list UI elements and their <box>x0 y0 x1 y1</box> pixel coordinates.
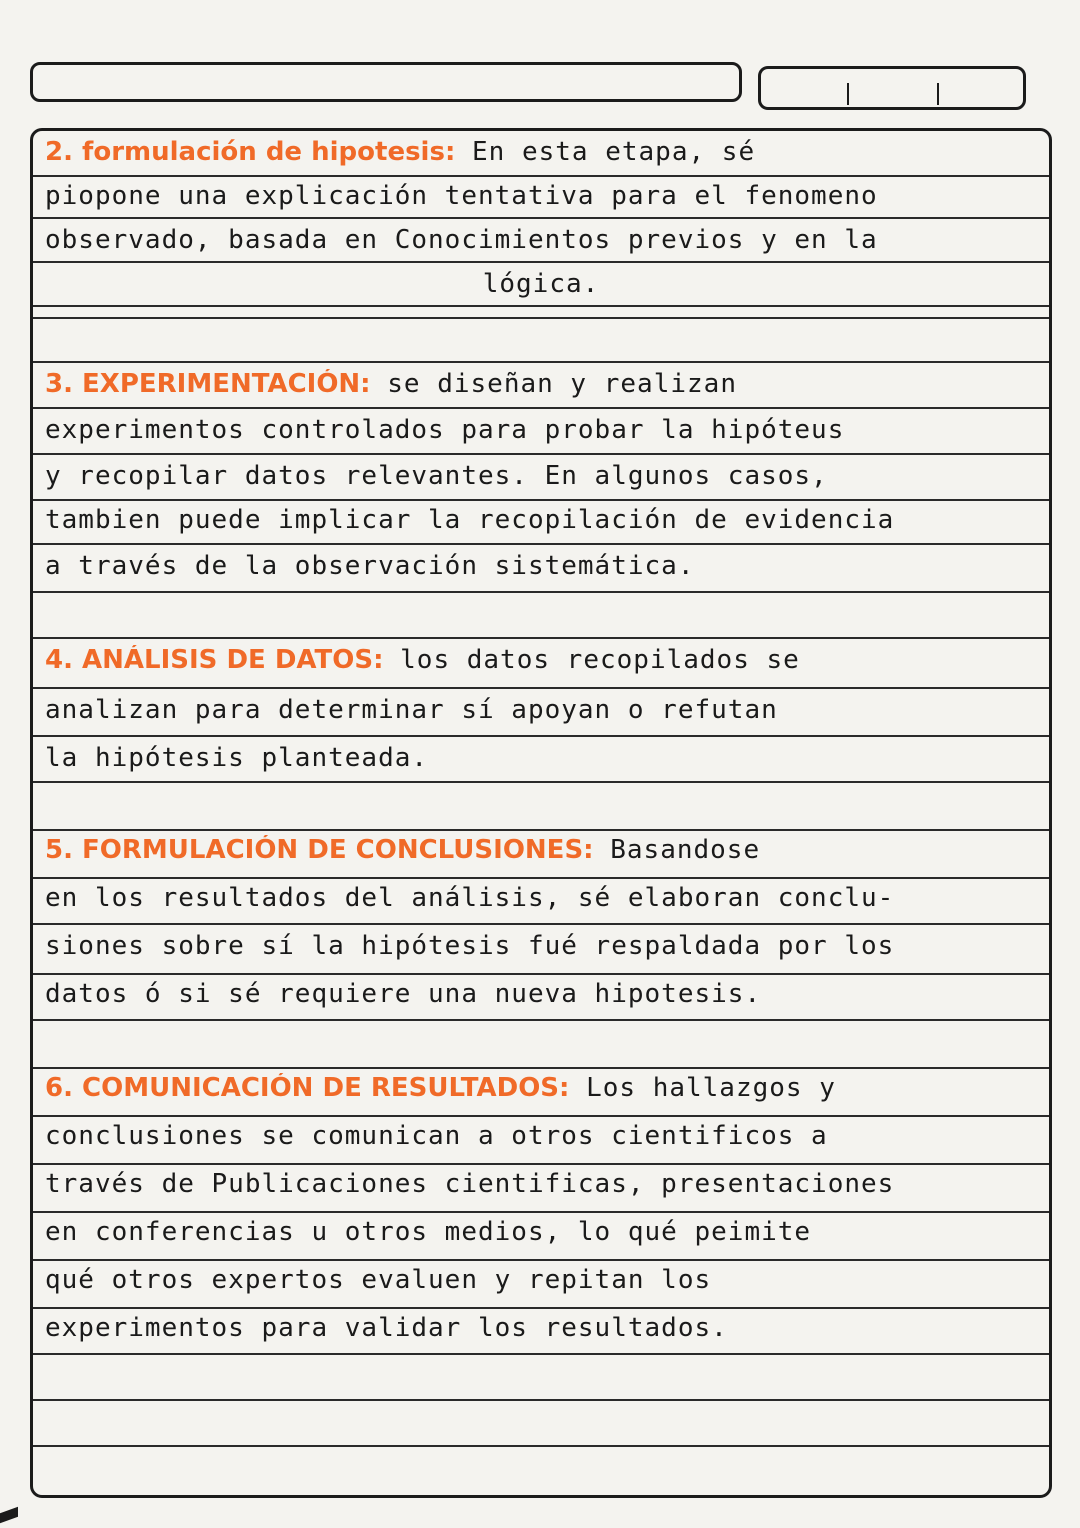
section-6-line-1 <box>45 1073 1041 1103</box>
ruled-line <box>33 453 1049 455</box>
ruled-line <box>33 407 1049 409</box>
section-4-line-3: la hipótesis planteada. <box>45 743 429 773</box>
ruled-line <box>33 1211 1049 1213</box>
ruled-line <box>33 1445 1049 1447</box>
section-5-line-4: datos ó si sé requiere una nueva hipotesis. <box>45 979 762 1009</box>
ruled-line <box>33 261 1049 263</box>
ruled-line <box>33 317 1049 319</box>
ruled-line <box>33 499 1049 501</box>
date-divider <box>937 83 939 105</box>
ruled-line <box>33 1399 1049 1401</box>
page-corner-mark <box>0 1507 18 1524</box>
section-6-line-6: experimentos para validar los resultados. <box>45 1313 728 1343</box>
section-5-heading: 5. FORMULACIÓN DE CONCLUSIONES: <box>45 835 594 865</box>
section-5-line-3: siones sobre sí la hipótesis fué respaldada por los <box>45 931 895 961</box>
section-3-line-3: y recopilar datos relevantes. En algunos casos, <box>45 461 828 491</box>
section-5-line-1 <box>45 835 1041 865</box>
ruled-line <box>33 781 1049 783</box>
ruled-line <box>33 687 1049 689</box>
section-6-line-5: qué otros expertos evaluen y repitan los <box>45 1265 712 1295</box>
section-2-line-3: observado, basada en Conocimientos previos y en la <box>45 225 878 255</box>
ruled-line <box>33 305 1049 307</box>
section-4-text: los datos recopilados se <box>400 645 800 675</box>
section-2-line-1 <box>45 137 1041 167</box>
section-2-text: En esta etapa, sé <box>472 137 756 167</box>
section-6-heading: 6. COMUNICACIÓN DE RESULTADOS: <box>45 1073 570 1103</box>
ruled-line <box>33 1067 1049 1069</box>
section-6-line-4: en conferencias u otros medios, lo qué peimite <box>45 1217 812 1247</box>
section-3-line-5: a través de la observación sistemática. <box>45 551 695 581</box>
section-4-line-2: analizan para determinar sí apoyan o refutan <box>45 695 778 725</box>
ruled-line <box>33 973 1049 975</box>
ruled-line <box>33 923 1049 925</box>
section-5-line-2: en los resultados del análisis, sé elaboran conclu- <box>45 883 895 913</box>
ruled-line <box>33 217 1049 219</box>
section-2-line-2: piopone una explicación tentativa para el fenomeno <box>45 181 878 211</box>
section-2-heading: 2. formulación de hipotesis: <box>45 137 456 167</box>
section-4-heading: 4. ANÁLISIS DE DATOS: <box>45 645 384 675</box>
ruled-line <box>33 543 1049 545</box>
ruled-line <box>33 1019 1049 1021</box>
section-3-line-4: tambien puede implicar la recopilación de evidencia <box>45 505 895 535</box>
section-3-heading: 3. EXPERIMENTACIÓN: <box>45 369 371 399</box>
ruled-line <box>33 637 1049 639</box>
ruled-line <box>33 877 1049 879</box>
section-6-text: Los hallazgos y <box>586 1073 836 1103</box>
ruled-line <box>33 591 1049 593</box>
ruled-line <box>33 1353 1049 1355</box>
ruled-line <box>33 361 1049 363</box>
section-4-line-1 <box>45 645 1041 675</box>
date-divider <box>847 83 849 105</box>
section-3-line-1 <box>45 369 1041 399</box>
section-3-text: se diseñan y realizan <box>387 369 737 399</box>
section-6-line-3: través de Publicaciones cientificas, presentaciones <box>45 1169 895 1199</box>
date-box <box>758 66 1026 110</box>
ruled-line <box>33 1115 1049 1117</box>
lined-sheet <box>30 128 1052 1498</box>
ruled-line <box>33 175 1049 177</box>
ruled-line <box>33 1307 1049 1309</box>
ruled-line <box>33 829 1049 831</box>
ruled-line <box>33 1163 1049 1165</box>
section-6-line-2: conclusiones se comunican a otros cientificos a <box>45 1121 828 1151</box>
section-5-text: Basandose <box>610 835 761 865</box>
ruled-line <box>33 735 1049 737</box>
ruled-line <box>33 1259 1049 1261</box>
header-box <box>30 62 742 102</box>
section-2-line-4: lógica. <box>482 269 600 299</box>
section-3-line-2: experimentos controlados para probar la hipóteus <box>45 415 845 445</box>
